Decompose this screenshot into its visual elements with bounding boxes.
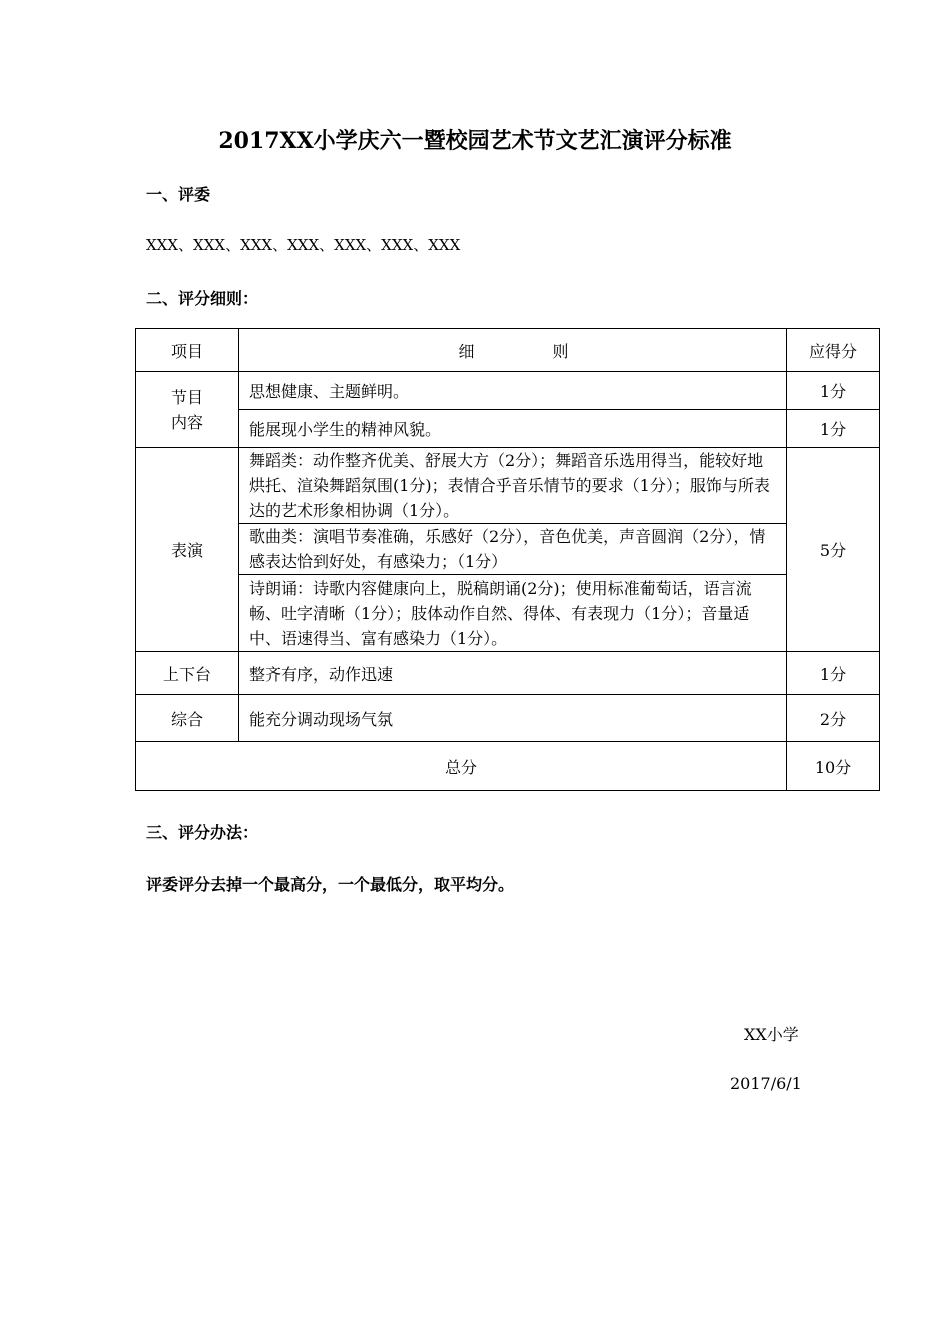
header-detail-b: 则 — [552, 341, 569, 361]
header-score: 应得分 — [787, 329, 880, 372]
header-detail — [239, 329, 787, 372]
detail-recitation: 诗朗诵：诗歌内容健康向上，脱稿朗诵(2分)；使用标准葡萄话，语言流畅、吐字清晰（1分）；肢体动作自然、得体、有表现力（1分）；音量适中、语速得当、富有感染力（1分）。 — [239, 575, 787, 652]
header-item: 项目 — [136, 329, 239, 372]
table-row — [136, 575, 880, 652]
section-rules-heading: 二、评分细则： — [146, 289, 259, 308]
item-performance: 表演 — [136, 448, 239, 652]
item-content-line2: 内容 — [170, 412, 203, 432]
judges-list: XXX、XXX、XXX、XXX、XXX、XXX、XXX — [146, 236, 461, 254]
item-content — [136, 372, 239, 448]
score-overall: 2分 — [787, 695, 880, 742]
page-title: 2017XX小学庆六一暨校园艺术节文艺汇演评分标准 — [218, 128, 732, 154]
table-row — [136, 410, 880, 448]
table-row — [136, 372, 880, 410]
item-content-line1: 节目 — [170, 387, 203, 407]
table-total-row — [136, 742, 880, 791]
detail-overall: 能充分调动现场气氛 — [239, 695, 787, 742]
total-score: 10分 — [787, 742, 880, 791]
score-stage: 1分 — [787, 652, 880, 695]
detail-dance: 舞蹈类：动作整齐优美、舒展大方（2分）；舞蹈音乐选用得当，能较好地烘托、渲染舞蹈氛围(1分)；表情合乎音乐情节的要求（1分）；服饰与所表达的艺术形象相协调（1分）。 — [239, 448, 787, 524]
detail-song: 歌曲类：演唱节奏准确，乐感好（2分），音色优美，声音圆润（2分），情感表达恰到好处，有感染力；（1分） — [239, 524, 787, 575]
signature-date: 2017/6/1 — [730, 1074, 802, 1093]
total-label: 总分 — [136, 742, 787, 791]
item-stage: 上下台 — [136, 652, 239, 695]
table-row — [136, 652, 880, 695]
scoring-method-text: 评委评分去掉一个最高分，一个最低分，取平均分。 — [146, 875, 515, 894]
table-row — [136, 695, 880, 742]
table-row — [136, 524, 880, 575]
table-row — [136, 448, 880, 524]
score-cell: 1分 — [787, 410, 880, 448]
scoring-table — [135, 328, 880, 791]
table-header-row — [136, 329, 880, 372]
section-judges-heading: 一、评委 — [146, 185, 211, 204]
section-method-heading: 三、评分办法： — [146, 823, 259, 842]
score-performance: 5分 — [787, 448, 880, 652]
score-cell: 1分 — [787, 372, 880, 410]
item-overall: 综合 — [136, 695, 239, 742]
signature-org: XX小学 — [744, 1025, 799, 1044]
header-detail-a: 细 — [458, 341, 475, 361]
detail-cell: 思想健康、主题鲜明。 — [239, 372, 787, 410]
detail-stage: 整齐有序，动作迅速 — [239, 652, 787, 695]
detail-cell: 能展现小学生的精神风貌。 — [239, 410, 787, 448]
